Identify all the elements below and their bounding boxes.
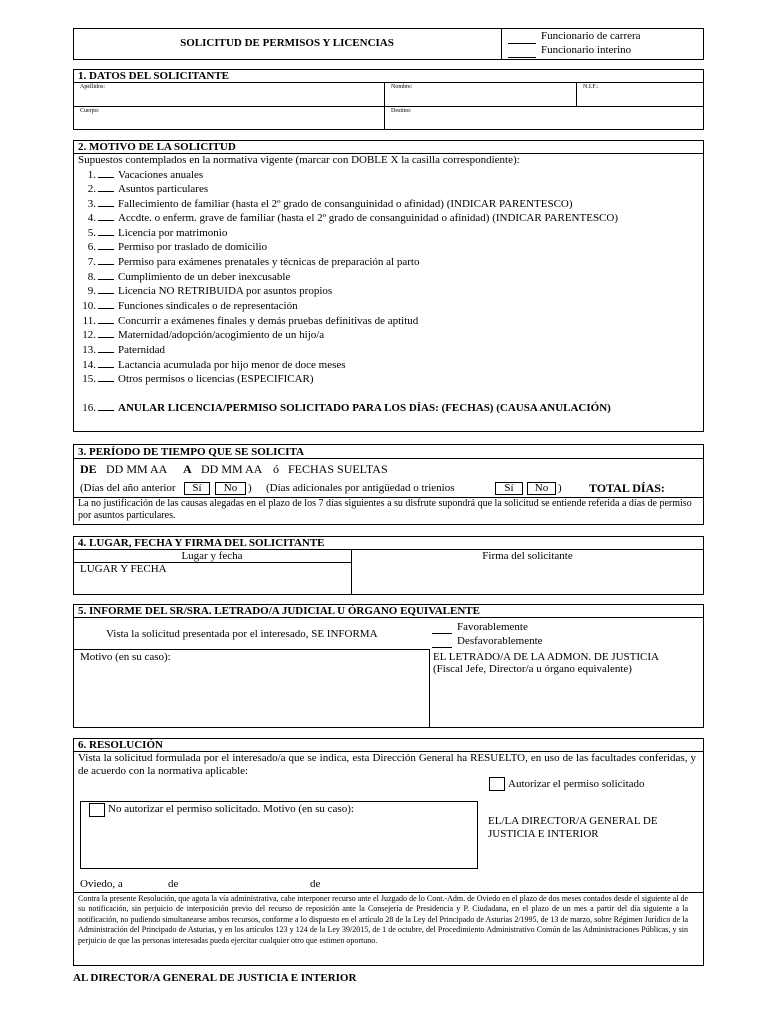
fiscal-label: (Fiscal Jefe, Director/a u órgano equivalente) <box>433 663 632 675</box>
cuerpo-field[interactable]: Cuerpo: <box>80 108 100 114</box>
motivo-item-label: Concurrir a exámenes finales y demás pruebas definitivas de aptitud <box>118 315 419 327</box>
date-to[interactable]: DD MM AA <box>201 462 263 476</box>
apellidos-field[interactable]: Apellidos: <box>80 84 105 90</box>
dias-anterior-si[interactable]: Sí <box>184 482 210 495</box>
lugar-fecha-value[interactable]: LUGAR Y FECHA <box>80 563 167 575</box>
motivo-item-blank[interactable] <box>98 284 114 294</box>
motivo-item-label: Licencia por matrimonio <box>118 227 228 239</box>
total-dias-label: TOTAL DÍAS: <box>589 481 665 495</box>
section1-title: 1. DATOS DEL SOLICITANTE <box>78 70 229 82</box>
destino-field[interactable]: Destino: <box>391 108 412 114</box>
dias-anterior-no[interactable]: No <box>215 482 246 495</box>
motivo-item-14[interactable] <box>78 358 346 372</box>
motivo-item-blank[interactable] <box>98 358 114 368</box>
motivo-item-label: Maternidad/adopción/acogimiento de un hijo/a <box>118 329 325 341</box>
motivo-item-label: Otros permisos o licencias (ESPECIFICAR) <box>118 373 314 385</box>
o-label: ó <box>273 462 279 476</box>
informe-vista: Vista la solicitud presentada por el interesado, SE INFORMA <box>106 628 378 640</box>
option-interino: Funcionario interino <box>541 44 632 56</box>
motivo-item-num: 14. <box>82 359 96 371</box>
legal-text: Contra la presente Resolución, que agota la vía administrativa, cabe interponer recurso ante el Juzgado de lo Cont.-Adm. de Oviedo en el plazo de dos meses contados desde el siguiente al de su notificación, sin perjuicio de interposición previo del recurso de reposición ante la Consejería de Presidencia y P. Ciudadana, en el plazo de un mes a partir del día siguiente a la notificación, no pudiendo simultanearse ambos recursos, conforme a lo dispuesto en el artículo 28 de la Ley del Principado de Asturias 2/1995, de 13 de marzo, sobre Régimen Jurídico de la Administración del Principado de Asturias, y en los artículos 123 y 124 de la Ley 39/2015, de 1 de octubre, del Procedimiento Administrativo Común de las Administraciones Públicas, y sin perjuicio de que las personas interesadas pueda ejercitar cualquier otro que estimen oportuno. <box>78 894 688 945</box>
motivo-item-num: 1. <box>87 169 96 181</box>
motivo-item-16[interactable] <box>78 401 611 415</box>
motivo-item-blank[interactable] <box>98 299 114 309</box>
section3-title: 3. PERÍODO DE TIEMPO QUE SE SOLICITA <box>78 446 305 458</box>
section5-title-rule <box>73 617 704 618</box>
motivo-item-num: 9. <box>87 285 96 297</box>
autorizar-checkbox[interactable] <box>489 777 505 791</box>
motivo-item-blank[interactable] <box>98 270 114 280</box>
header-divider <box>501 28 502 60</box>
motivo-item-blank[interactable] <box>98 372 114 382</box>
dias-adicionales-no[interactable]: No <box>527 482 556 495</box>
director-line2: JUSTICIA E INTERIOR <box>488 828 599 840</box>
motivo-item-blank[interactable] <box>98 328 114 338</box>
desfavorable-blank[interactable] <box>432 647 452 648</box>
motivo-item-num: 13. <box>82 344 96 356</box>
nombre-field[interactable]: Nombre: <box>391 84 413 90</box>
section6-title: 6. RESOLUCIÓN <box>78 739 163 751</box>
motivo-item-blank[interactable] <box>98 240 114 250</box>
section1-row-rule <box>73 106 704 107</box>
firma-label: Firma del solicitante <box>482 550 573 562</box>
motivo-item-8[interactable] <box>78 270 290 284</box>
motivo-item-9[interactable] <box>78 284 332 298</box>
de-label-1: de <box>168 878 179 890</box>
section1-div1 <box>384 82 385 130</box>
motivo-item-num: 8. <box>87 271 96 283</box>
motivo-item-num: 15. <box>82 373 96 385</box>
dias-anterior-label: (Días del año anterior <box>80 482 176 494</box>
motivo-item-10[interactable] <box>78 299 298 313</box>
de-label: DE <box>80 462 97 476</box>
autorizar-label: Autorizar el permiso solicitado <box>508 778 645 790</box>
motivo-item-blank[interactable] <box>98 314 114 324</box>
motivo-item-label: Asuntos particulares <box>118 183 209 195</box>
carrera-blank[interactable] <box>508 43 536 44</box>
motivo-item-num: 11. <box>82 315 96 327</box>
section3-note: La no justificación de las causas alegadas en el plazo de los 7 días siguientes a su disfrute supondrá que la solicitud se entiende referida a días de permiso por asuntos particulares. <box>78 498 692 521</box>
motivo-item-2[interactable] <box>78 182 208 196</box>
nif-field[interactable]: N.I.F.: <box>583 84 599 90</box>
section1-div2 <box>576 82 577 106</box>
motivo-item-11[interactable] <box>78 314 418 328</box>
section5-title: 5. INFORME DEL SR/SRA. LETRADO/A JUDICIAL U ÓRGANO EQUIVALENTE <box>78 605 480 617</box>
section1-title-rule <box>73 82 704 83</box>
motivo-item-label: Fallecimiento de familiar (hasta el 2º grado de consanguinidad o afinidad) (INDICAR PARENTESCO) <box>118 198 573 210</box>
motivo-item-16-num: 16. <box>82 402 96 414</box>
favorable-label: Favorablemente <box>457 621 528 633</box>
motivo-item-blank[interactable] <box>98 255 114 265</box>
motivo-item-num: 5. <box>87 227 96 239</box>
motivo-item-12[interactable] <box>78 328 324 342</box>
motivo-item-15[interactable] <box>78 372 314 386</box>
section5-mid-rule <box>73 649 429 650</box>
section4-title: 4. LUGAR, FECHA Y FIRMA DEL SOLICITANTE <box>78 537 325 549</box>
motivo-item-label: Licencia NO RETRIBUIDA por asuntos propios <box>118 285 333 297</box>
legal-rule <box>73 892 704 893</box>
motivo-item-num: 4. <box>87 212 96 224</box>
motivo-item-16-label: ANULAR LICENCIA/PERMISO SOLICITADO PARA LOS DÍAS: (FECHAS) (CAUSA ANULACIÓN) <box>118 402 611 414</box>
motivo-item-13[interactable] <box>78 343 165 357</box>
a-label: A <box>183 462 192 476</box>
informe-motivo[interactable]: Motivo (en su caso): <box>80 651 171 663</box>
option-carrera: Funcionario de carrera <box>541 30 641 42</box>
motivo-item-4[interactable] <box>78 211 618 225</box>
motivo-item-1[interactable] <box>78 168 203 182</box>
motivo-item-num: 3. <box>87 198 96 210</box>
motivo-item-16-blank[interactable] <box>98 401 114 411</box>
de-label-2: de <box>310 878 321 890</box>
motivo-item-blank[interactable] <box>98 168 114 178</box>
motivo-item-label: Vacaciones anuales <box>118 169 204 181</box>
desfavorable-label: Desfavorablemente <box>457 635 543 647</box>
dias-adicionales-si[interactable]: Sí <box>495 482 523 495</box>
favorable-blank[interactable] <box>432 633 452 634</box>
motivo-item-label: Funciones sindicales o de representación <box>118 300 298 312</box>
motivo-item-blank[interactable] <box>98 343 114 353</box>
motivo-item-label: Paternidad <box>118 344 166 356</box>
motivo-item-blank[interactable] <box>98 182 114 192</box>
section5-divider <box>429 649 430 728</box>
motivo-item-3[interactable] <box>78 197 573 211</box>
motivo-item-blank[interactable] <box>98 226 114 236</box>
motivo-item-blank[interactable] <box>98 211 114 221</box>
lugar-header: Lugar y fecha <box>181 550 243 562</box>
form-title: SOLICITUD DE PERMISOS Y LICENCIAS <box>180 37 394 49</box>
motivo-item-7[interactable] <box>78 255 419 269</box>
resolucion-text: Vista la solicitud formulada por el interesado/a que se indica, esta Dirección General ha RESUELTO, en uso de las facultades conferidas, y de acuerdo con la normativa aplicable: <box>78 752 696 777</box>
fechas-sueltas[interactable]: FECHAS SUELTAS <box>288 462 388 476</box>
section3-title-rule <box>73 458 704 459</box>
motivo-item-num: 2. <box>87 183 96 195</box>
motivo-item-num: 7. <box>87 256 96 268</box>
motivo-item-label: Permiso para exámenes prenatales y técnicas de preparación al parto <box>118 256 420 268</box>
motivo-item-blank[interactable] <box>98 197 114 207</box>
dias-adicionales-label: (Días adicionales por antigüedad o trienios <box>266 482 455 494</box>
motivo-item-num: 6. <box>87 241 96 253</box>
no-autorizar-checkbox[interactable] <box>89 803 105 817</box>
interino-blank[interactable] <box>508 57 536 58</box>
section2-intro: Supuestos contemplados en la normativa vigente (marcar con DOBLE X la casilla correspondiente): <box>78 154 520 166</box>
motivo-item-label: Cumplimiento de un deber inexcusable <box>118 271 291 283</box>
section2-title: 2. MOTIVO DE LA SOLICITUD <box>78 141 236 153</box>
motivo-item-label: Accdte. o enferm. grave de familiar (hasta el 2º grado de consanguinidad o afinidad) (INDICAR PARENTESCO) <box>118 212 619 224</box>
footer-addressee: AL DIRECTOR/A GENERAL DE JUSTICIA E INTERIOR <box>73 972 357 984</box>
motivo-item-num: 10. <box>82 300 96 312</box>
motivo-item-6[interactable] <box>78 240 267 254</box>
letrado-label: EL LETRADO/A DE LA ADMON. DE JUSTICIA <box>433 651 659 663</box>
no-autorizar-label: No autorizar el permiso solicitado. Motivo (en su caso): <box>108 803 354 815</box>
motivo-item-label: Permiso por traslado de domicilio <box>118 241 268 253</box>
motivo-item-label: Lactancia acumulada por hijo menor de doce meses <box>118 359 346 371</box>
dias-adicionales-close: ) <box>558 482 562 494</box>
oviedo-label: Oviedo, a <box>80 878 123 890</box>
director-line1: EL/LA DIRECTOR/A GENERAL DE <box>488 815 658 827</box>
motivo-item-5[interactable] <box>78 226 227 240</box>
motivo-item-num: 12. <box>82 329 96 341</box>
date-from[interactable]: DD MM AA <box>106 462 168 476</box>
dias-anterior-close: ) <box>248 482 252 494</box>
